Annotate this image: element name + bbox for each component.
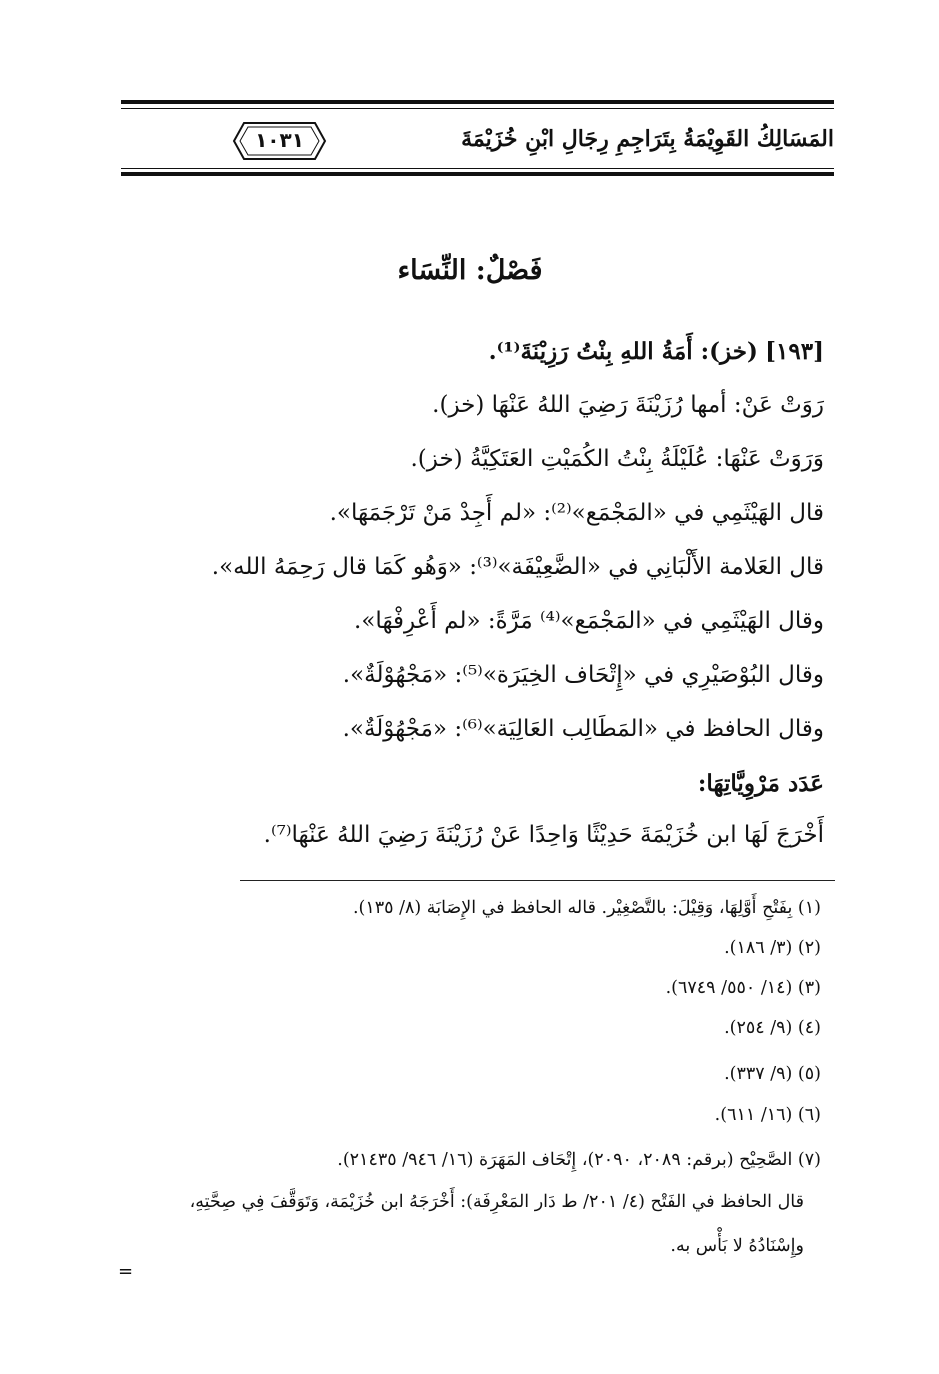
footnote-7: (٧) الصَّحِيْح (برقم: ٢٠٨٩، ٢٠٩٠)، إِتْحَاف المَهَرَة (١٦/ ٩٤٦/ ٢١٤٣٥). — [337, 1150, 821, 1170]
hafiz-quote-line: وقال الحافظ في «المَطَالِب العَالِيَة»⁽⁶⁾: «مَجْهُوْلَةٌ». — [342, 716, 824, 742]
narrations-count-heading: عَدَد مَرْوِيَّاتِهَا: — [697, 770, 824, 797]
footnote-4: (٤) (٩/ ٢٥٤). — [724, 1018, 821, 1038]
busiri-quote-line: وقال البُوْصَيْرِي في «إِتْحَاف الخِيَرَة»⁽⁵⁾: «مَجْهُوْلَةٌ». — [342, 662, 824, 688]
entry-heading — [104, 338, 824, 365]
footnote-2: (٢) (٣/ ١٨٦). — [724, 938, 821, 958]
haythami-second-quote-line: وقال الهَيْثَمِي في «المَجْمَع»⁽⁴⁾ مَرَّةً: «لم أَعْرِفْهَا». — [354, 608, 824, 634]
footnote-5: (٥) (٩/ ٣٣٧). — [724, 1064, 821, 1084]
header-rule-thin — [121, 108, 834, 109]
haythami-quote-line: قال الهَيْثَمِي في «المَجْمَع»⁽²⁾: «لم أَجِدْ مَنْ تَرْجَمَهَا». — [329, 500, 824, 526]
narrated-from-line: رَوَتْ عَنْ: أمها رُزَيْنَةَ رَضِيَ اللهُ عَنْهَا (خز). — [432, 392, 824, 418]
entry-number: [١٩٣] — [765, 338, 824, 365]
footnote-6: (٦) (١٦/ ٦١١). — [714, 1105, 821, 1125]
header-rule-bottom-thick — [121, 172, 834, 176]
section-title: فَصْلٌ: النِّسَاء — [397, 255, 543, 286]
footnote-7-continued: قال الحافظ في الفَتْح (٤/ ٢٠١/ ط دَار المَعْرِفَة): أَخْرَجَهُ ابن خُزَيْمَة، وَتَوَقَّفَ فِي صِحَّتِهِ، — [189, 1192, 804, 1212]
albani-quote-line: قال العَلامة الأَلْبَانِي في «الضَّعِيْفَة»⁽³⁾: «وَهُو كَمَا قال رَحِمَهُ الله». — [211, 554, 824, 580]
entry-name: (خز): أَمَةُ اللهِ بِنْتُ رَزِيْنَةَ⁽¹⁾. — [488, 338, 758, 365]
footnote-separator — [240, 880, 835, 881]
footnote-1: (١) بِفَتْحِ أَوَّلِهَا، وَقِيْلَ: بالتَّصْغِيْر. قاله الحافظ في الإِصَابَة (٨/ ١٣٥). — [352, 898, 821, 918]
header-rule-bottom-thin — [121, 168, 834, 169]
page-number: ١٠٣١ — [255, 128, 304, 152]
continuation-mark: = — [118, 1261, 134, 1282]
page-number-badge — [232, 121, 327, 161]
narrated-by-line: وَرَوَتْ عَنْهَا: عُلَيْلَةُ بِنْتُ الكُمَيْتِ العَتَكِيَّةُ (خز). — [410, 446, 824, 472]
footnote-7-continued-2: وإِسْنَادُهُ لا بَأْس به. — [670, 1236, 804, 1256]
running-header-title: المَسَالِكُ القَوِيْمَةُ بِتَرَاجِمِ رِجَالِ ابْنِ خُزَيْمَةَ — [461, 126, 834, 152]
narrations-count-line: أَخْرَجَ لَهَا ابن خُزَيْمَةَ حَدِيْثًا وَاحِدًا عَنْ رُزَيْنَةَ رَضِيَ اللهُ عَنْهَا⁽⁷⁾. — [263, 822, 824, 848]
footnote-3: (٣) (١٤/ ٥٥٠/ ٦٧٤٩). — [665, 978, 821, 998]
header-rule-thick — [121, 100, 834, 104]
